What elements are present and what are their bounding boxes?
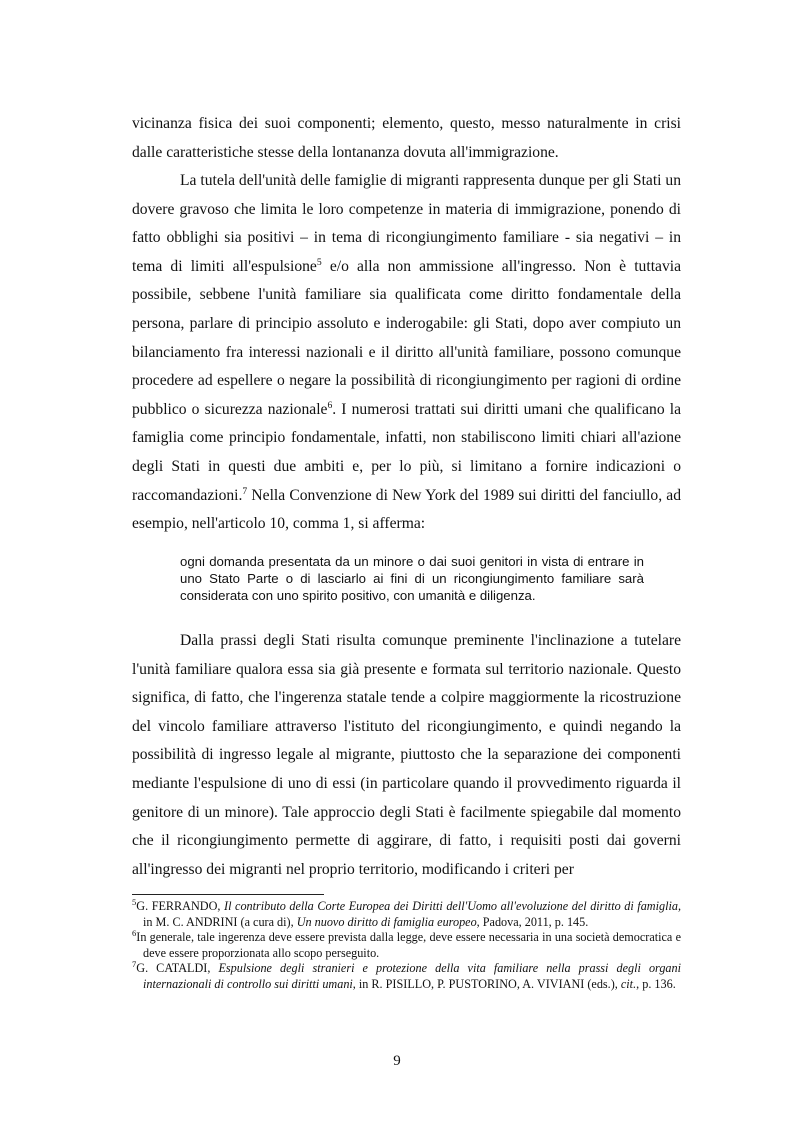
paragraph-state-practice: Dalla prassi degli Stati risulta comunque preminente l'inclinazione a tutelare l'unità familiare qualora essa sia già presente e formata sul territorio nazionale. Questo significa, di fatto, che l'ingerenza statale tende a colpire maggiormente la ricostruzione del vincolo familiare attraverso l'istituto del ricongiungimento, e quindi negando la possibilità di ingresso legale al migrante, piuttosto che la separazione dei componenti mediante l'espulsione di uno di essi (in particolare quando il provvedimento riguarda il genitore di un minore). Tale approccio degli Stati è facilmente spiegabile dal momento che il ricongiungimento permette di aggirare, di fatto, i requisiti posti dai governi all'ingresso dei migranti nel proprio territorio, modificando i criteri per (132, 632, 681, 878)
footnote-ref-6[interactable]: 6 (327, 399, 333, 411)
footnote-number: 7 (132, 959, 137, 970)
footnote-sep: , (207, 961, 219, 976)
footnote-ref-5[interactable]: 5 (316, 256, 322, 268)
footnote-5 (132, 896, 681, 930)
footnote-divider (132, 894, 324, 895)
footnote-in: , in R. P (352, 976, 393, 991)
paragraph-text: e/o alla non ammissione all'ingresso. Non è tuttavia possibile, sebbene l'unità familiare sia qualificata come diritto fondamentale della persona, parlare di principio assoluto e inderogabile: gli Stati, dopo aver compiuto un bilanciamento fra interessi nazionali e il diritto all'unità familiare, possono comunque procedere ad espellere o negare la possibilità di ricongiungimento per ragioni di ordine pubblico o sicurezza nazionale (132, 257, 681, 418)
paragraph-family-unity (132, 167, 681, 539)
paragraph-text: Nella Convenzione di New York del 1989 sui diritti del fanciullo, ad esempio, nell'articolo 10, comma 1, si afferma: (132, 486, 681, 533)
footnote-author-sc: ATALDI (164, 961, 208, 976)
footnote-mid: (eds.), (584, 976, 621, 991)
footnote-editor-sc: IVIANI (545, 976, 585, 991)
footnote-title: Il contributo della Corte Europea dei Diritti dell'Uomo all'evoluzione del diritto di famiglia, (224, 899, 681, 913)
footnote-author: G. C (136, 961, 165, 976)
footnote-number: 6 (132, 928, 137, 939)
footnote-cit: cit. (620, 976, 637, 991)
paragraph-continuation: vicinanza fisica dei suoi componenti; elemento, questo, messo naturalmente in crisi dalle caratteristiche stesse della lontananza dovuta all'immigrazione. (132, 115, 681, 161)
footnote-in: in M. C. A (143, 914, 195, 929)
footnote-mid: (a cura di), (237, 914, 297, 929)
footnote-author: G. F (136, 899, 159, 913)
paragraph-text: La tutela dell'unità delle famiglie di migranti rappresenta dunque per gli Stati un dovere gravoso che limita le loro competenze in materia di immigrazione, ponendo di fatto obblighi sia positivi – in tema di ricongiungimento familiare - sia negativi – in tema di limiti all'espulsione (132, 172, 681, 275)
paragraph-text: . I numerosi trattati sui diritti umani che qualificano la famiglia come principio fondamentale, infatti, non stabiliscono limiti chiari all'azione degli Stati in questi due ambiti e, per lo più, si limitano a fornire indicazioni o raccomandazioni. (132, 400, 681, 504)
footnote-editor-sc: USTORINO (455, 976, 517, 991)
footnote-tail: , p. 136. (636, 976, 676, 991)
footnotes (132, 896, 682, 993)
footnote-text: In generale, tale ingerenza deve essere prevista dalla legge, deve essere necessaria in una società democratica e deve essere proporzionata allo scopo perseguito. (136, 930, 681, 960)
footnote-7 (132, 961, 681, 992)
footnote-title: Espulsione degli stranieri e protezione della vita familiare nella prassi degli organi internazionali di controllo sui diritti umani (143, 961, 682, 991)
footnote-sep: , (217, 899, 225, 913)
footnote-editor-sc: ISILLO (392, 976, 432, 991)
footnote-editor: , A. V (516, 976, 546, 991)
footnote-number: 5 (132, 896, 137, 907)
block-quote: ogni domanda presentata da un minore o dai suoi genitori in vista di entrare in uno Stato Parte o di lasciarlo ai fini di un ricongiungimento familiare sarà considerata con uno spirito positivo, con umanità e diligenza. (180, 554, 644, 604)
footnote-6 (132, 930, 681, 961)
footnote-tail: , Padova, 2011, p. 145. (476, 914, 589, 929)
footnote-ref-7[interactable]: 7 (242, 485, 248, 497)
footnote-editor-sc: NDRINI (194, 914, 238, 929)
footnote-editor: , P. P (431, 976, 456, 991)
page-number: 9 (393, 1053, 401, 1069)
footnote-book: Un nuovo diritto di famiglia europeo (296, 914, 477, 929)
footnote-author-sc: ERRANDO (158, 899, 218, 913)
